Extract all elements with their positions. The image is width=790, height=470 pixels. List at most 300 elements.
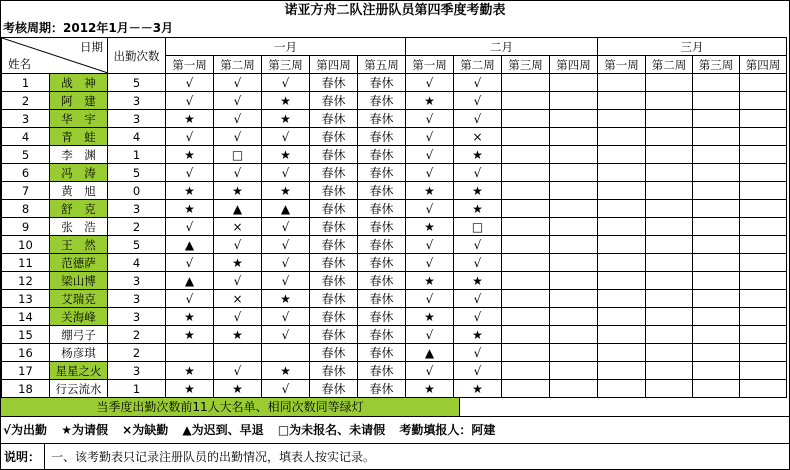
attendance-mark — [550, 200, 598, 218]
attendance-mark — [740, 146, 787, 164]
attendance-mark: ★ — [166, 182, 214, 200]
attendance-mark: 春休 — [358, 110, 406, 128]
attendance-mark: 春休 — [310, 74, 358, 92]
attendance-mark: □ — [214, 146, 262, 164]
attendance-mark — [693, 272, 740, 290]
attendance-mark — [550, 74, 598, 92]
attendance-mark — [550, 92, 598, 110]
table-row — [2, 254, 787, 272]
attendance-mark: √ — [166, 92, 214, 110]
row-number: 4 — [2, 128, 50, 146]
attendance-mark — [598, 380, 646, 398]
player-name: 梁山博 — [50, 272, 108, 290]
attendance-mark: 春休 — [358, 344, 406, 362]
attendance-mark: 春休 — [310, 92, 358, 110]
attendance-mark: ★ — [166, 362, 214, 380]
attendance-mark — [550, 146, 598, 164]
attendance-mark — [646, 164, 693, 182]
attendance-count: 2 — [108, 344, 166, 362]
attendance-mark — [693, 308, 740, 326]
row-number: 7 — [2, 182, 50, 200]
attendance-mark: ★ — [166, 200, 214, 218]
attendance-mark: √ — [454, 254, 502, 272]
player-name: 关海峰 — [50, 308, 108, 326]
player-name: 李 渊 — [50, 146, 108, 164]
attendance-mark: 春休 — [310, 380, 358, 398]
player-name: 绷弓子 — [50, 326, 108, 344]
player-name: 青 蛙 — [50, 128, 108, 146]
attendance-mark — [598, 200, 646, 218]
attendance-mark — [598, 344, 646, 362]
attendance-mark: √ — [214, 110, 262, 128]
attendance-mark: ★ — [214, 380, 262, 398]
attendance-mark — [693, 200, 740, 218]
attendance-count: 3 — [108, 290, 166, 308]
attendance-mark: 春休 — [310, 110, 358, 128]
player-name: 黄 旭 — [50, 182, 108, 200]
attendance-mark — [693, 362, 740, 380]
legend-absent: ×为缺勤 — [122, 423, 169, 437]
attendance-mark: 春休 — [310, 200, 358, 218]
player-name: 艾瑞克 — [50, 290, 108, 308]
attendance-mark: ★ — [406, 308, 454, 326]
attendance-mark: □ — [454, 218, 502, 236]
attendance-mark — [550, 218, 598, 236]
attendance-mark — [598, 74, 646, 92]
legend-leave: ★为请假 — [61, 423, 108, 437]
row-number: 3 — [2, 110, 50, 128]
table-row — [2, 236, 787, 254]
attendance-mark: ★ — [214, 182, 262, 200]
player-name: 星星之火 — [50, 362, 108, 380]
attendance-mark: ★ — [262, 362, 310, 380]
attendance-mark — [550, 290, 598, 308]
row-number: 14 — [2, 308, 50, 326]
attendance-mark — [550, 236, 598, 254]
attendance-mark: 春休 — [358, 290, 406, 308]
attendance-mark — [646, 362, 693, 380]
attendance-mark: √ — [262, 326, 310, 344]
attendance-mark — [740, 326, 787, 344]
attendance-mark: 春休 — [310, 146, 358, 164]
attendance-mark: ★ — [454, 272, 502, 290]
attendance-mark — [550, 272, 598, 290]
attendance-mark — [502, 74, 550, 92]
attendance-mark — [646, 146, 693, 164]
attendance-count: 5 — [108, 236, 166, 254]
attendance-mark: ★ — [262, 290, 310, 308]
attendance-mark — [598, 182, 646, 200]
attendance-mark — [550, 110, 598, 128]
attendance-mark: ★ — [454, 182, 502, 200]
attendance-count: 3 — [108, 110, 166, 128]
table-row — [2, 380, 787, 398]
attendance-mark — [166, 344, 214, 362]
attendance-mark — [740, 254, 787, 272]
legend — [1, 416, 789, 443]
attendance-mark: ▲ — [406, 344, 454, 362]
table-row — [2, 128, 787, 146]
header-name-date-cell — [2, 38, 108, 74]
attendance-count: 5 — [108, 164, 166, 182]
attendance-mark — [550, 128, 598, 146]
attendance-mark: √ — [406, 362, 454, 380]
legend-reporter: 考勤填报人：阿建 — [399, 423, 496, 437]
attendance-mark: √ — [166, 218, 214, 236]
attendance-mark: √ — [406, 146, 454, 164]
attendance-mark: ★ — [166, 326, 214, 344]
attendance-mark — [646, 344, 693, 362]
attendance-mark — [550, 362, 598, 380]
attendance-mark — [740, 344, 787, 362]
attendance-mark: 春休 — [358, 308, 406, 326]
attendance-mark — [740, 236, 787, 254]
attendance-count: 5 — [108, 74, 166, 92]
table-row — [2, 146, 787, 164]
attendance-mark: ★ — [166, 146, 214, 164]
attendance-mark: √ — [262, 272, 310, 290]
attendance-mark — [502, 254, 550, 272]
attendance-mark — [646, 110, 693, 128]
attendance-mark: √ — [454, 92, 502, 110]
attendance-mark — [502, 308, 550, 326]
attendance-mark — [740, 128, 787, 146]
attendance-mark — [550, 344, 598, 362]
attendance-mark: 春休 — [310, 254, 358, 272]
attendance-mark: ★ — [406, 272, 454, 290]
attendance-mark — [502, 218, 550, 236]
attendance-mark — [502, 344, 550, 362]
attendance-mark — [740, 92, 787, 110]
attendance-mark: √ — [454, 308, 502, 326]
attendance-mark: × — [214, 218, 262, 236]
attendance-mark — [598, 308, 646, 326]
attendance-mark: √ — [454, 344, 502, 362]
attendance-mark — [550, 326, 598, 344]
attendance-mark: ★ — [166, 308, 214, 326]
attendance-mark — [550, 254, 598, 272]
table-row — [2, 74, 787, 92]
player-name: 战 神 — [50, 74, 108, 92]
attendance-mark — [693, 380, 740, 398]
attendance-mark — [693, 164, 740, 182]
attendance-mark: √ — [262, 218, 310, 236]
attendance-mark — [646, 254, 693, 272]
attendance-mark: √ — [262, 380, 310, 398]
attendance-mark: √ — [214, 74, 262, 92]
attendance-mark: ★ — [406, 380, 454, 398]
attendance-mark: √ — [214, 308, 262, 326]
attendance-mark: √ — [406, 110, 454, 128]
attendance-mark: √ — [214, 236, 262, 254]
attendance-count: 3 — [108, 200, 166, 218]
attendance-mark: √ — [166, 128, 214, 146]
attendance-count: 3 — [108, 308, 166, 326]
table-row — [2, 362, 787, 380]
week-header-feb-1: 第一周 — [406, 56, 454, 74]
row-number: 15 — [2, 326, 50, 344]
header-month-mar: 三月 — [598, 38, 787, 56]
attendance-mark — [646, 92, 693, 110]
attendance-mark — [502, 128, 550, 146]
row-number: 12 — [2, 272, 50, 290]
attendance-mark — [740, 74, 787, 92]
attendance-mark — [693, 326, 740, 344]
attendance-mark — [693, 146, 740, 164]
legend-unregistered: □为未报名、未请假 — [277, 423, 386, 437]
attendance-mark: 春休 — [310, 236, 358, 254]
attendance-mark: ★ — [262, 92, 310, 110]
week-header-feb-3: 第三周 — [502, 56, 550, 74]
attendance-mark: 春休 — [310, 344, 358, 362]
attendance-mark: √ — [262, 128, 310, 146]
attendance-mark — [598, 272, 646, 290]
attendance-mark: 春休 — [358, 128, 406, 146]
attendance-mark: √ — [454, 74, 502, 92]
attendance-mark: 春休 — [310, 362, 358, 380]
table-row — [2, 344, 787, 362]
attendance-mark: 春休 — [358, 254, 406, 272]
attendance-mark: 春休 — [310, 308, 358, 326]
row-number: 18 — [2, 380, 50, 398]
attendance-mark — [740, 200, 787, 218]
review-period: 考核周期：2012年1月－－3月 — [3, 21, 174, 35]
attendance-mark: √ — [454, 110, 502, 128]
sheet-title: 诺亚方舟二队注册队员第四季度考勤表 — [284, 3, 506, 18]
attendance-mark — [693, 92, 740, 110]
row-number: 5 — [2, 146, 50, 164]
attendance-mark: 春休 — [310, 218, 358, 236]
legend-late: ▲为迟到、早退 — [182, 423, 264, 437]
legend-present: √为出勤 — [3, 423, 48, 437]
attendance-mark: ★ — [454, 146, 502, 164]
attendance-mark — [502, 146, 550, 164]
attendance-mark — [598, 110, 646, 128]
table-row — [2, 308, 787, 326]
attendance-mark — [646, 290, 693, 308]
attendance-mark: 春休 — [358, 272, 406, 290]
header-count: 出勤次数 — [108, 38, 166, 74]
attendance-mark — [502, 380, 550, 398]
attendance-mark: 春休 — [310, 182, 358, 200]
attendance-mark: 春休 — [358, 236, 406, 254]
attendance-mark — [502, 272, 550, 290]
attendance-mark — [502, 290, 550, 308]
attendance-count: 4 — [108, 128, 166, 146]
attendance-mark — [740, 272, 787, 290]
attendance-mark: √ — [214, 92, 262, 110]
note-text: 一、该考勤表只记录注册队员的出勤情况，填表人按实记录。 — [51, 450, 376, 464]
attendance-mark: √ — [262, 236, 310, 254]
week-header-mar-3: 第三周 — [693, 56, 740, 74]
header-name-label: 姓名 — [8, 57, 31, 71]
attendance-mark — [550, 164, 598, 182]
attendance-count: 3 — [108, 92, 166, 110]
row-number: 17 — [2, 362, 50, 380]
attendance-count: 0 — [108, 182, 166, 200]
attendance-mark — [740, 182, 787, 200]
attendance-mark: ★ — [214, 326, 262, 344]
row-number: 2 — [2, 92, 50, 110]
attendance-mark — [262, 344, 310, 362]
attendance-mark — [740, 218, 787, 236]
attendance-mark — [693, 254, 740, 272]
table-row — [2, 200, 787, 218]
note-label: 说明： — [1, 444, 45, 470]
table-row — [2, 182, 787, 200]
attendance-mark: 春休 — [310, 326, 358, 344]
week-header-mar-1: 第一周 — [598, 56, 646, 74]
table-row — [2, 218, 787, 236]
attendance-count: 1 — [108, 380, 166, 398]
attendance-mark — [693, 236, 740, 254]
week-header-jan-2: 第二周 — [214, 56, 262, 74]
attendance-mark — [214, 344, 262, 362]
attendance-mark: √ — [406, 200, 454, 218]
attendance-mark — [550, 380, 598, 398]
row-number: 11 — [2, 254, 50, 272]
attendance-mark: ★ — [166, 380, 214, 398]
attendance-mark: √ — [454, 236, 502, 254]
week-header-feb-2: 第二周 — [454, 56, 502, 74]
attendance-mark — [502, 110, 550, 128]
attendance-mark — [740, 110, 787, 128]
player-name: 杨彦琪 — [50, 344, 108, 362]
attendance-mark: ★ — [262, 146, 310, 164]
attendance-mark: √ — [406, 290, 454, 308]
table-row — [2, 290, 787, 308]
attendance-mark: 春休 — [358, 380, 406, 398]
attendance-mark: × — [454, 128, 502, 146]
player-name: 冯 涛 — [50, 164, 108, 182]
week-header-jan-5: 第五周 — [358, 56, 406, 74]
week-header-jan-1: 第一周 — [166, 56, 214, 74]
attendance-mark: √ — [406, 254, 454, 272]
header-month-feb: 二月 — [406, 38, 598, 56]
attendance-mark: ▲ — [166, 272, 214, 290]
attendance-mark: 春休 — [358, 326, 406, 344]
attendance-mark — [598, 290, 646, 308]
attendance-mark: × — [214, 290, 262, 308]
attendance-mark: √ — [454, 164, 502, 182]
attendance-mark: √ — [262, 308, 310, 326]
table-row — [2, 326, 787, 344]
player-name: 华 宇 — [50, 110, 108, 128]
attendance-mark — [550, 308, 598, 326]
attendance-mark: 春休 — [310, 128, 358, 146]
week-header-jan-3: 第三周 — [262, 56, 310, 74]
player-name: 阿 建 — [50, 92, 108, 110]
header-date-label: 日期 — [80, 40, 103, 54]
table-row — [2, 110, 787, 128]
attendance-mark — [646, 236, 693, 254]
attendance-mark — [598, 164, 646, 182]
attendance-mark: √ — [214, 128, 262, 146]
attendance-mark — [502, 362, 550, 380]
attendance-mark: ▲ — [214, 200, 262, 218]
player-name: 范德萨 — [50, 254, 108, 272]
attendance-mark — [598, 128, 646, 146]
attendance-mark — [646, 272, 693, 290]
row-number: 10 — [2, 236, 50, 254]
week-header-mar-4: 第四周 — [740, 56, 787, 74]
attendance-count: 4 — [108, 254, 166, 272]
attendance-mark: √ — [166, 74, 214, 92]
attendance-mark — [646, 380, 693, 398]
attendance-mark: √ — [454, 362, 502, 380]
attendance-mark: ▲ — [262, 200, 310, 218]
attendance-mark — [502, 236, 550, 254]
row-number: 9 — [2, 218, 50, 236]
table-row — [2, 164, 787, 182]
attendance-mark — [740, 290, 787, 308]
attendance-mark: 春休 — [310, 290, 358, 308]
attendance-mark — [598, 92, 646, 110]
attendance-mark: 春休 — [310, 164, 358, 182]
attendance-mark — [693, 74, 740, 92]
attendance-mark: ★ — [406, 218, 454, 236]
row-number: 6 — [2, 164, 50, 182]
player-name: 张 浩 — [50, 218, 108, 236]
attendance-mark — [693, 290, 740, 308]
player-name: 王 然 — [50, 236, 108, 254]
attendance-mark: ★ — [262, 110, 310, 128]
attendance-mark — [646, 128, 693, 146]
attendance-count: 2 — [108, 326, 166, 344]
attendance-mark: ★ — [454, 380, 502, 398]
player-name: 行云流水 — [50, 380, 108, 398]
attendance-mark — [502, 200, 550, 218]
attendance-mark: √ — [166, 164, 214, 182]
attendance-mark: ★ — [214, 254, 262, 272]
attendance-mark — [598, 236, 646, 254]
attendance-mark: √ — [214, 272, 262, 290]
attendance-mark — [693, 128, 740, 146]
attendance-mark: √ — [262, 164, 310, 182]
attendance-mark — [598, 362, 646, 380]
attendance-mark — [550, 182, 598, 200]
attendance-mark: 春休 — [358, 200, 406, 218]
attendance-mark — [502, 164, 550, 182]
row-number: 1 — [2, 74, 50, 92]
header-month-jan: 一月 — [166, 38, 406, 56]
attendance-mark — [502, 182, 550, 200]
row-number: 13 — [2, 290, 50, 308]
attendance-mark: ★ — [454, 200, 502, 218]
attendance-table — [1, 37, 787, 398]
week-header-mar-2: 第二周 — [646, 56, 693, 74]
attendance-mark: √ — [166, 290, 214, 308]
attendance-mark: ★ — [262, 182, 310, 200]
attendance-mark: ★ — [406, 182, 454, 200]
attendance-count: 2 — [108, 218, 166, 236]
attendance-mark: 春休 — [358, 182, 406, 200]
attendance-mark — [740, 362, 787, 380]
attendance-mark — [598, 254, 646, 272]
attendance-count: 3 — [108, 362, 166, 380]
note-row — [1, 443, 789, 470]
table-row — [2, 92, 787, 110]
attendance-count: 1 — [108, 146, 166, 164]
attendance-mark: √ — [454, 290, 502, 308]
attendance-mark: ★ — [166, 110, 214, 128]
attendance-mark — [598, 146, 646, 164]
attendance-mark — [598, 218, 646, 236]
attendance-mark: 春休 — [358, 74, 406, 92]
attendance-mark — [502, 92, 550, 110]
attendance-mark — [502, 326, 550, 344]
attendance-mark — [598, 326, 646, 344]
